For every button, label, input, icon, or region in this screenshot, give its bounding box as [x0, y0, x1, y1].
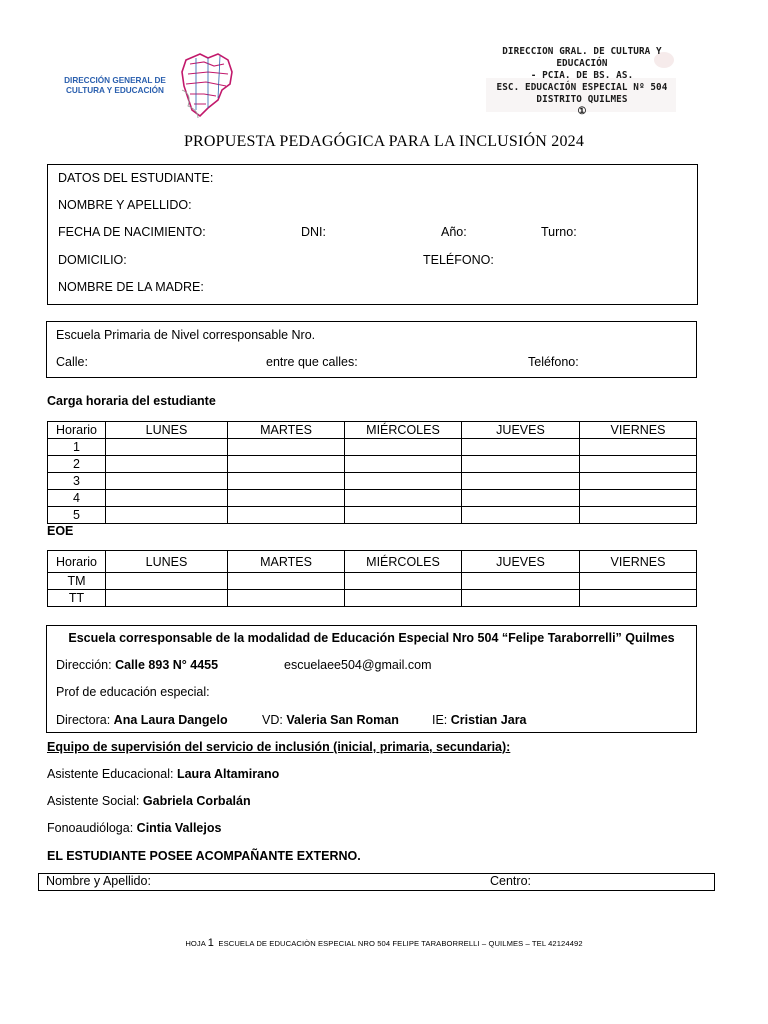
row-label: 2: [48, 456, 106, 473]
special-school-title: Escuela corresponsable de la modalidad de Educación Especial Nro 504 “Felipe Taraborrelli” Quilmes: [68, 631, 675, 645]
column-header: MIÉRCOLES: [345, 422, 462, 439]
column-header: MIÉRCOLES: [345, 551, 462, 573]
table-row: [48, 490, 697, 507]
school-between-label: entre que calles:: [266, 355, 358, 369]
special-address-label: Dirección:: [56, 658, 112, 672]
companion-center-label: Centro:: [490, 874, 531, 888]
table-cell[interactable]: [462, 590, 580, 607]
ie-row: [432, 713, 527, 727]
table-cell[interactable]: [345, 473, 462, 490]
schedule-header-row: [48, 422, 697, 439]
row-label: 1: [48, 439, 106, 456]
table-cell[interactable]: [106, 590, 228, 607]
table-cell[interactable]: [580, 573, 697, 590]
page-number: 1: [207, 937, 214, 949]
column-header: MARTES: [228, 422, 345, 439]
ie-name: Cristian Jara: [450, 713, 527, 727]
shift-label: Turno:: [541, 225, 577, 239]
stamp-line-3: ESC. EDUCACIÓN ESPECIAL Nº 504: [496, 82, 668, 93]
special-address-row: [56, 658, 218, 672]
table-cell[interactable]: [462, 456, 580, 473]
table-cell[interactable]: [580, 456, 697, 473]
social-assistant-label: Asistente Social:: [47, 794, 140, 808]
stamp-line-4: DISTRITO QUILMES: [536, 94, 628, 105]
page-footer: [0, 937, 768, 949]
government-logo: [48, 46, 228, 126]
column-header: JUEVES: [462, 551, 580, 573]
special-address: Calle 893 N° 4455: [115, 658, 219, 672]
eoe-header-row: [48, 551, 697, 573]
stamp-mark: ①: [577, 106, 587, 117]
director-row: [56, 713, 228, 727]
companion-statement: EL ESTUDIANTE POSEE ACOMPAÑANTE EXTERNO.: [47, 849, 361, 863]
table-cell[interactable]: [228, 456, 345, 473]
logo-text: DIRECCIÓN GENERAL DE CULTURA Y EDUCACIÓN: [64, 76, 166, 95]
table-cell[interactable]: [106, 456, 228, 473]
stamp-line-1: DIRECCION GRAL. DE CULTURA Y EDUCACIÓN: [502, 46, 662, 69]
school-street-label: Calle:: [56, 355, 88, 369]
director-label: Directora:: [56, 713, 111, 727]
row-label: 5: [48, 507, 106, 524]
school-phone-label: Teléfono:: [528, 355, 579, 369]
table-cell[interactable]: [345, 590, 462, 607]
student-name-label: NOMBRE Y APELLIDO:: [58, 198, 192, 212]
table-cell[interactable]: [345, 573, 462, 590]
special-teacher-label: Prof de educación especial:: [56, 685, 210, 699]
table-row: [48, 590, 697, 607]
column-header: LUNES: [106, 422, 228, 439]
table-cell[interactable]: [580, 590, 697, 607]
table-cell[interactable]: [106, 439, 228, 456]
phone-label: TELÉFONO:: [423, 253, 494, 267]
table-cell[interactable]: [228, 507, 345, 524]
row-label: TT: [48, 590, 106, 607]
table-cell[interactable]: [580, 439, 697, 456]
dni-label: DNI:: [301, 225, 326, 239]
director-name: Ana Laura Dangelo: [113, 713, 228, 727]
table-cell[interactable]: [345, 439, 462, 456]
column-header: Horario: [48, 422, 106, 439]
speech-therapist-name: Cintia Vallejos: [136, 821, 222, 835]
table-cell[interactable]: [345, 456, 462, 473]
mother-name-label: NOMBRE DE LA MADRE:: [58, 280, 204, 294]
edu-assistant-name: Laura Altamirano: [176, 767, 280, 781]
social-assistant-name: Gabriela Corbalán: [142, 794, 251, 808]
school-stamp: [482, 46, 682, 118]
table-cell[interactable]: [580, 473, 697, 490]
schedule-heading: Carga horaria del estudiante: [47, 394, 216, 408]
column-header: VIERNES: [580, 422, 697, 439]
column-header: MARTES: [228, 551, 345, 573]
footer-prefix: HOJA: [185, 939, 206, 948]
row-label: TM: [48, 573, 106, 590]
table-cell[interactable]: [462, 439, 580, 456]
vd-label: VD:: [262, 713, 283, 727]
table-cell[interactable]: [462, 473, 580, 490]
eoe-table: [47, 550, 697, 607]
primary-school-title: Escuela Primaria de Nivel corresponsable Nro.: [56, 328, 316, 342]
eoe-heading: EOE: [47, 524, 74, 538]
table-cell[interactable]: [106, 573, 228, 590]
table-cell[interactable]: [228, 590, 345, 607]
table-cell[interactable]: [106, 507, 228, 524]
table-cell[interactable]: [580, 507, 697, 524]
footer-text: ESCUELA DE EDUCACIÒN ESPECIAL NRO 504 FELIPE TARABORRELLI – QUILMES – TEL 42124492: [218, 939, 583, 948]
year-label: Año:: [441, 225, 467, 239]
page-title: PROPUESTA PEDAGÓGICA PARA LA INCLUSIÓN 2024: [183, 133, 585, 150]
table-row: [48, 473, 697, 490]
province-map-icon: [178, 50, 240, 120]
table-cell[interactable]: [228, 473, 345, 490]
table-cell[interactable]: [345, 507, 462, 524]
row-label: 3: [48, 473, 106, 490]
edu-assistant-label: Asistente Educacional:: [47, 767, 174, 781]
table-row: [48, 507, 697, 524]
ie-label: IE:: [432, 713, 448, 727]
birth-date-label: FECHA DE NACIMIENTO:: [58, 225, 206, 239]
table-cell[interactable]: [228, 439, 345, 456]
table-cell[interactable]: [106, 473, 228, 490]
table-row: [48, 573, 697, 590]
vd-row: [262, 713, 399, 727]
companion-name-label: Nombre y Apellido:: [46, 874, 151, 888]
table-cell[interactable]: [106, 490, 228, 507]
schedule-table: [47, 421, 697, 524]
student-heading: DATOS DEL ESTUDIANTE:: [58, 171, 214, 185]
speech-therapist-label: Fonoaudióloga:: [47, 821, 134, 835]
special-email: escuelaee504@gmail.com: [284, 658, 432, 672]
table-cell[interactable]: [228, 573, 345, 590]
table-cell[interactable]: [580, 490, 697, 507]
address-label: DOMICILIO:: [58, 253, 127, 267]
speech-therapist-row: [47, 821, 221, 835]
table-cell[interactable]: [345, 490, 462, 507]
table-row: [48, 439, 697, 456]
stamp-line-2: - PCIA. DE BS. AS.: [530, 70, 634, 81]
row-label: 4: [48, 490, 106, 507]
column-header: JUEVES: [462, 422, 580, 439]
supervision-heading: Equipo de supervisión del servicio de inclusión (inicial, primaria, secundaria):: [47, 740, 511, 754]
social-assistant-row: [47, 794, 251, 808]
table-cell[interactable]: [462, 507, 580, 524]
column-header: VIERNES: [580, 551, 697, 573]
edu-assistant-row: [47, 767, 279, 781]
table-cell[interactable]: [228, 490, 345, 507]
table-row: [48, 456, 697, 473]
column-header: Horario: [48, 551, 106, 573]
column-header: LUNES: [106, 551, 228, 573]
table-cell[interactable]: [462, 573, 580, 590]
table-cell[interactable]: [462, 490, 580, 507]
vd-name: Valeria San Roman: [286, 713, 399, 727]
